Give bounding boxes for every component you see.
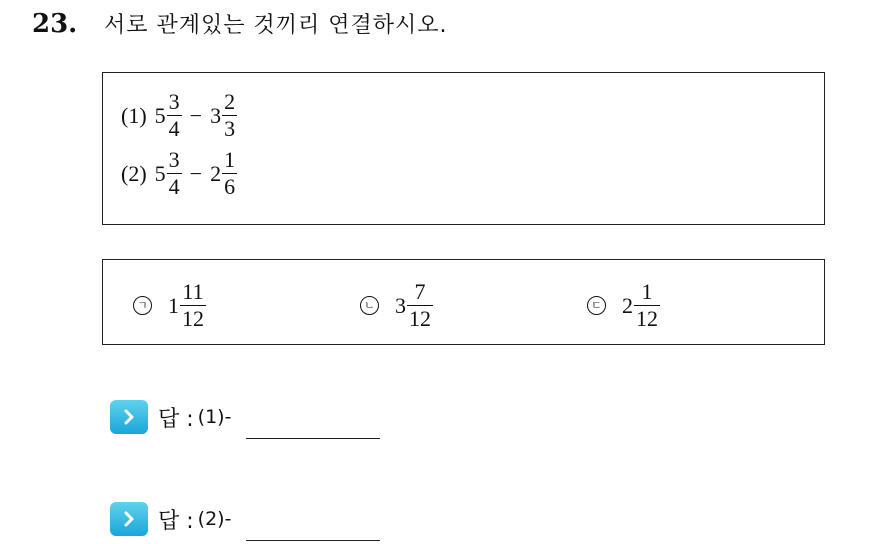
choices-box	[102, 259, 825, 345]
problem-label: (1)	[121, 102, 147, 128]
answer-part: (1)-	[197, 406, 232, 428]
choice-2	[360, 281, 433, 330]
whole-number: 3	[210, 102, 222, 128]
choice-marker: ㄱ	[133, 296, 152, 315]
denominator: 3	[224, 116, 236, 141]
numerator: 7	[414, 279, 426, 304]
whole-number: 2	[210, 160, 222, 186]
answer-row-2	[110, 502, 231, 536]
problem-1	[121, 91, 237, 140]
chevron-right-icon	[110, 400, 148, 434]
question-text: 서로 관계있는 것끼리 연결하시오.	[104, 13, 448, 38]
whole-number: 1	[168, 292, 179, 318]
numerator: 11	[182, 279, 204, 304]
fraction	[167, 91, 182, 140]
problem-box	[102, 72, 825, 225]
denominator: 12	[409, 306, 431, 331]
answer-blank-1[interactable]	[246, 438, 380, 439]
denominator: 12	[636, 306, 658, 331]
choice-1	[133, 281, 206, 330]
fraction	[167, 149, 182, 198]
numerator: 3	[168, 89, 180, 114]
numerator: 3	[168, 147, 180, 172]
question-number: 23.	[32, 9, 78, 39]
whole-number: 3	[395, 292, 406, 318]
fraction	[180, 281, 206, 330]
fraction	[222, 91, 237, 140]
problem-2	[121, 149, 237, 198]
minus-operator: −	[189, 102, 203, 128]
choice-marker: ㄴ	[360, 296, 379, 315]
fraction	[222, 149, 237, 198]
whole-number: 5	[154, 102, 166, 128]
answer-row-1	[110, 400, 231, 434]
problem-label: (2)	[121, 160, 147, 186]
denominator: 4	[168, 116, 180, 141]
answer-label: 답 :	[158, 406, 194, 432]
fraction	[634, 281, 660, 330]
chevron-right-icon	[110, 502, 148, 536]
whole-number: 2	[622, 292, 633, 318]
choice-3	[587, 281, 660, 330]
denominator: 6	[224, 174, 236, 199]
choice-marker: ㄷ	[587, 296, 606, 315]
answer-blank-2[interactable]	[246, 540, 380, 541]
whole-number: 5	[154, 160, 166, 186]
answer-label: 답 :	[158, 508, 194, 534]
denominator: 4	[168, 174, 180, 199]
minus-operator: −	[189, 160, 203, 186]
numerator: 1	[224, 147, 236, 172]
numerator: 1	[641, 279, 653, 304]
denominator: 12	[182, 306, 204, 331]
numerator: 2	[224, 89, 236, 114]
fraction	[407, 281, 433, 330]
question-header	[32, 8, 448, 39]
answer-part: (2)-	[197, 508, 232, 530]
